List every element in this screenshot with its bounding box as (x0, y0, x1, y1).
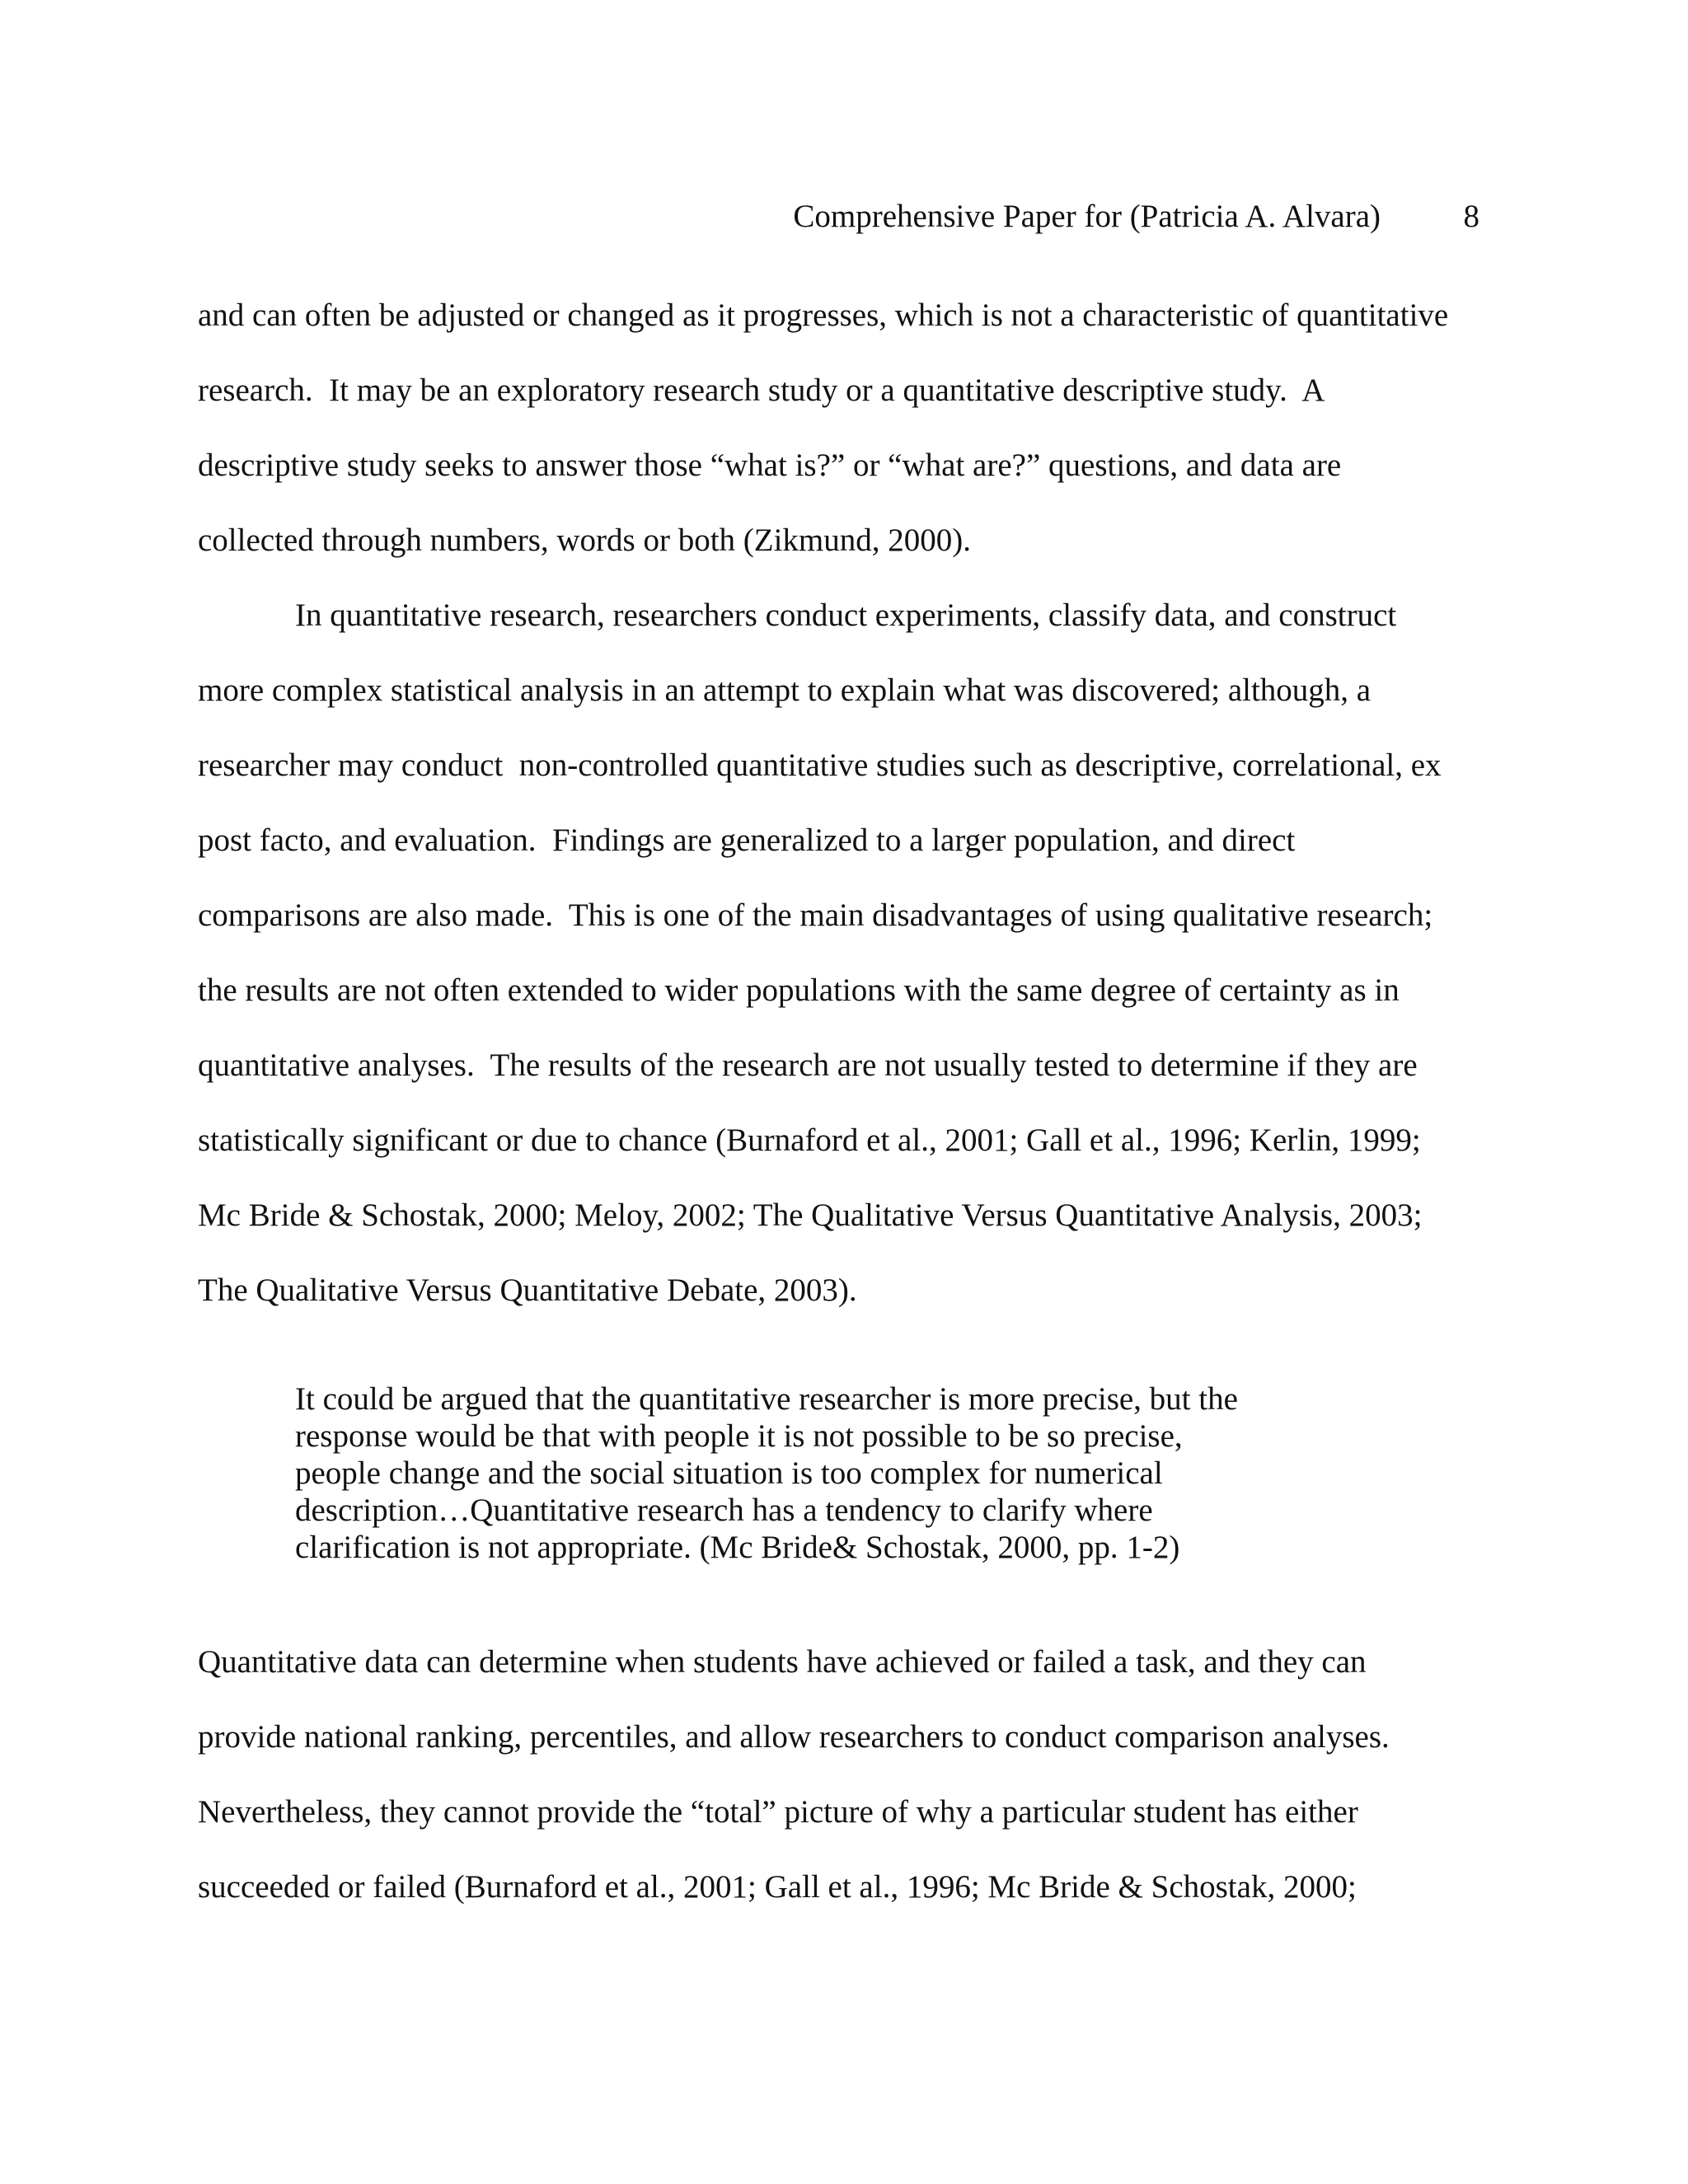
text-line: Mc Bride & Schostak, 2000; Meloy, 2002; The Qualitative Versus Quantitative Analysis, 2003; (198, 1197, 1423, 1233)
running-header (0, 196, 1479, 237)
quote-line: It could be argued that the quantitative researcher is more precise, but the (295, 1381, 1238, 1417)
text-line: post facto, and evaluation. Findings are generalized to a larger population, and direct (198, 823, 1296, 858)
text-line: quantitative analyses. The results of the research are not usually tested to determine if they are (198, 1047, 1418, 1083)
text-line: succeeded or failed (Burnaford et al., 2001; Gall et al., 1996; Mc Bride & Schostak, 2000; (198, 1869, 1357, 1905)
quote-line: people change and the social situation is too complex for numerical (295, 1455, 1163, 1491)
page-number: 8 (1463, 199, 1479, 234)
text-line: In quantitative research, researchers conduct experiments, classify data, and construct (295, 598, 1397, 633)
text-line: The Qualitative Versus Quantitative Debate, 2003). (198, 1272, 857, 1308)
text-line: researcher may conduct non-controlled quantitative studies such as descriptive, correlational, ex (198, 748, 1442, 783)
text-line: the results are not often extended to wider populations with the same degree of certainty as in (198, 972, 1400, 1008)
text-line: statistically significant or due to chance (Burnaford et al., 2001; Gall et al., 1996; Kerlin, 1999; (198, 1122, 1421, 1158)
text-line: provide national ranking, percentiles, and allow researchers to conduct comparison analyses. (198, 1719, 1390, 1755)
running-head-title: Comprehensive Paper for (Patricia A. Alvara) (793, 199, 1381, 234)
quote-line: description…Quantitative research has a tendency to clarify where (295, 1493, 1153, 1528)
quote-line: clarification is not appropriate. (Mc Bride& Schostak, 2000, pp. 1-2) (295, 1530, 1180, 1565)
text-line: Quantitative data can determine when students have achieved or failed a task, and they can (198, 1644, 1367, 1680)
text-line: descriptive study seeks to answer those “what is?” or “what are?” questions, and data are (198, 448, 1342, 483)
text-line: comparisons are also made. This is one of the main disadvantages of using qualitative research; (198, 898, 1433, 933)
text-line: research. It may be an exploratory research study or a quantitative descriptive study. A (198, 373, 1325, 408)
text-line: Nevertheless, they cannot provide the “total” picture of why a particular student has either (198, 1794, 1358, 1830)
quote-line: response would be that with people it is not possible to be so precise, (295, 1418, 1183, 1454)
text-line: collected through numbers, words or both (Zikmund, 2000). (198, 523, 971, 558)
text-line: and can often be adjusted or changed as it progresses, which is not a characteristic of quantitative (198, 298, 1449, 333)
text-line: more complex statistical analysis in an attempt to explain what was discovered; although, a (198, 673, 1372, 708)
